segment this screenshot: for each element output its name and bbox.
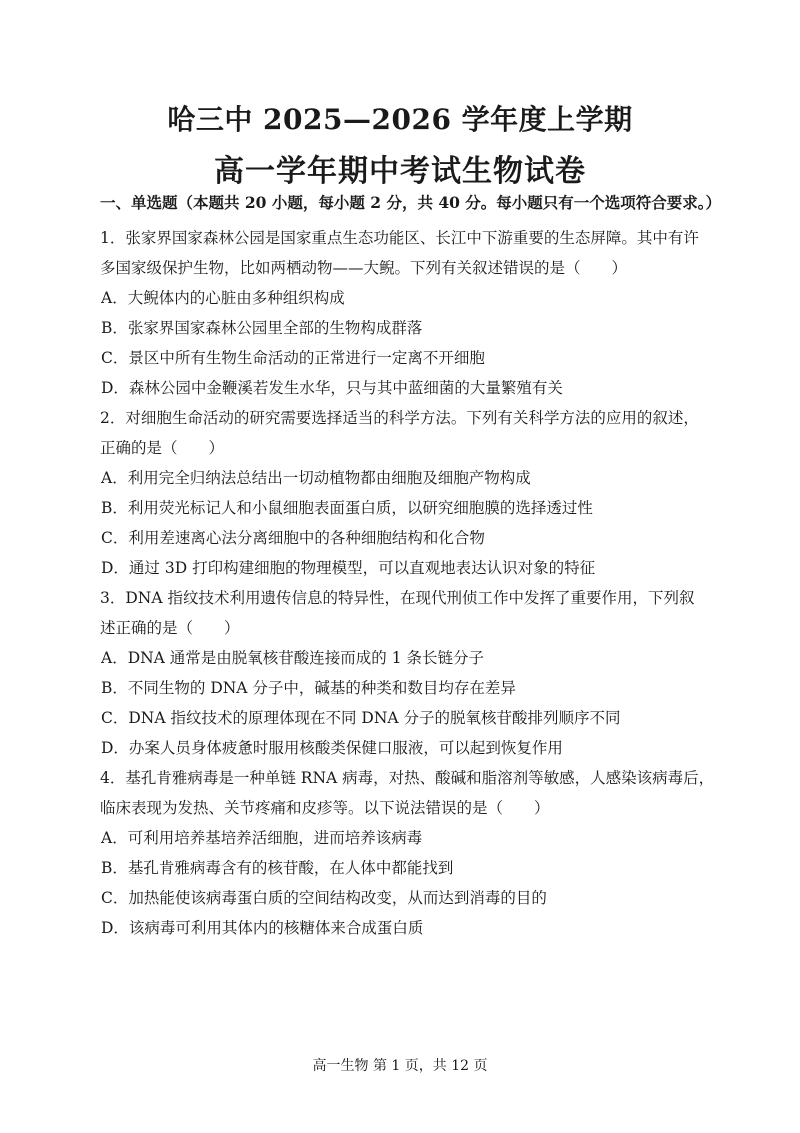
exam-title-line1: 哈三中 2025—2026 学年度上学期 [167, 103, 633, 136]
question-3-option-a: A．DNA 通常是由脱氧核苷酸连接而成的 1 条长链分子 [101, 649, 485, 667]
exam-title-line2: 高一学年期中考试生物试卷 [214, 154, 586, 189]
question-2-option-c: C．利用差速离心法分离细胞中的各种细胞结构和化合物 [101, 529, 485, 547]
question-1-stem-line-2: 多国家级保护生物，比如两栖动物——大鲵。下列有关叙述错误的是（ ） [100, 259, 628, 277]
question-1-stem-line-1: 1．张家界国家森林公园是国家重点生态功能区、长江中下游重要的生态屏障。其中有许 [100, 229, 699, 247]
question-3-stem-line-1: 3．DNA 指纹技术利用遗传信息的特异性，在现代刑侦工作中发挥了重要作用，下列叙 [100, 589, 695, 607]
question-4-stem-line-1: 4．基孔肯雅病毒是一种单链 RNA 病毒，对热、酸碱和脂溶剂等敏感，人感染该病毒后， [100, 769, 715, 787]
page-footer: 高一生物 第 1 页，共 12 页 [312, 1058, 488, 1074]
question-4-option-a: A．可利用培养基培养活细胞，进而培养该病毒 [101, 829, 423, 847]
question-1-option-d: D．森林公园中金鞭溪若发生水华，只与其中蓝细菌的大量繁殖有关 [101, 379, 563, 397]
question-2-option-b: B．利用荧光标记人和小鼠细胞表面蛋白质，以研究细胞膜的选择透过性 [101, 499, 593, 517]
question-1-option-c: C．景区中所有生物生命活动的正常进行一定离不开细胞 [101, 349, 485, 367]
question-4-option-d: D．该病毒可利用其体内的核糖体来合成蛋白质 [101, 919, 424, 937]
question-3-stem-line-2: 述正确的是（ ） [100, 619, 240, 637]
question-4-option-b: B．基孔肯雅病毒含有的核苷酸，在人体中都能找到 [101, 859, 454, 877]
question-2-option-d: D．通过 3D 打印构建细胞的物理模型，可以直观地表达认识对象的特征 [101, 559, 596, 577]
question-2-stem-line-2: 正确的是（ ） [100, 439, 225, 457]
question-3-option-c: C．DNA 指纹技术的原理体现在不同 DNA 分子的脱氧核苷酸排列顺序不同 [101, 709, 621, 727]
question-1-option-b: B．张家界国家森林公园里全部的生物构成群落 [101, 319, 423, 337]
question-2-option-a: A．利用完全归纳法总结出一切动植物都由细胞及细胞产物构成 [101, 469, 531, 487]
question-1-option-a: A．大鲵体内的心脏由多种组织构成 [101, 289, 345, 307]
question-2-stem-line-1: 2．对细胞生命活动的研究需要选择适当的科学方法。下列有关科学方法的应用的叙述， [100, 409, 699, 427]
question-3-option-d: D．办案人员身体疲惫时服用核酸类保健口服液，可以起到恢复作用 [101, 739, 563, 757]
question-3-option-b: B．不同生物的 DNA 分子中，碱基的种类和数目均存在差异 [101, 679, 516, 697]
question-4-stem-line-2: 临床表现为发热、关节疼痛和皮疹等。以下说法错误的是（ ） [100, 799, 550, 817]
question-4-option-c: C．加热能使该病毒蛋白质的空间结构改变，从而达到消毒的目的 [101, 889, 547, 907]
section-heading-single-choice: 一、单选题（本题共 20 小题，每小题 2 分，共 40 分。每小题只有一个选项符合要求。） [100, 193, 722, 212]
